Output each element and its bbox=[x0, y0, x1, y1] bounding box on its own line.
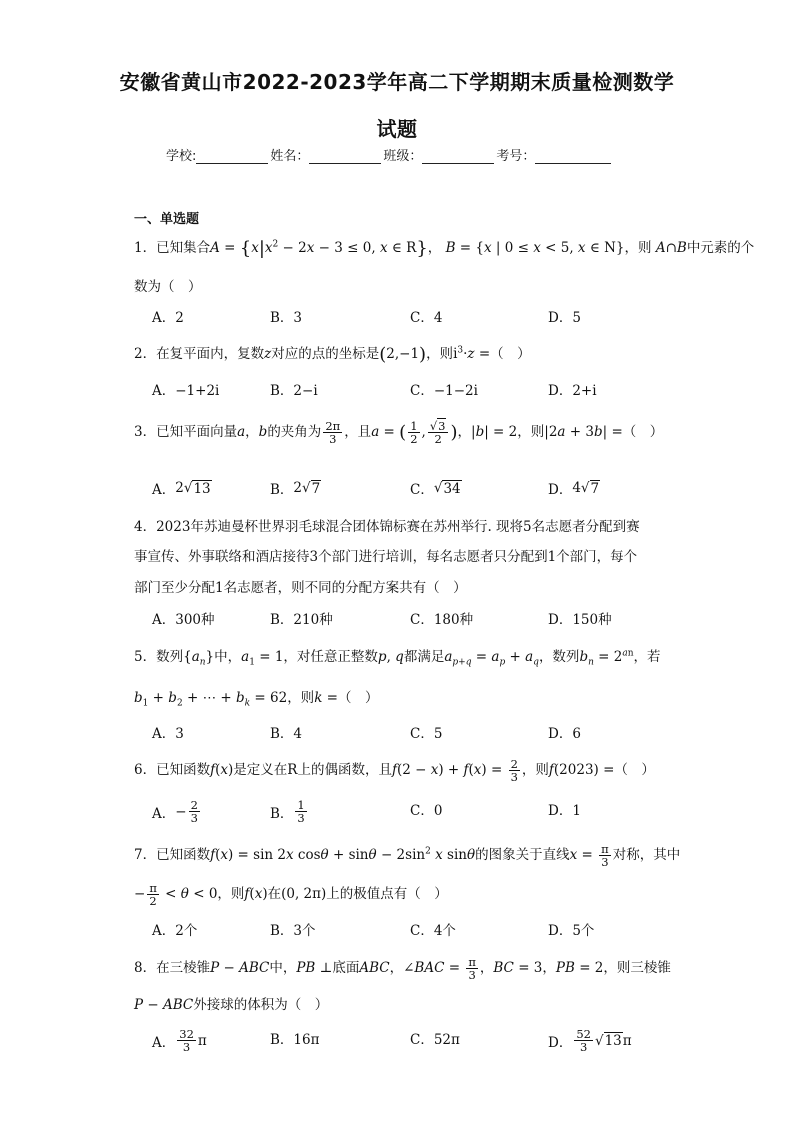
q5-option-b[interactable]: B．4 bbox=[270, 726, 303, 742]
q8-option-b[interactable]: B．16π bbox=[270, 1032, 320, 1048]
q4-line1: 4．2023年苏迪曼杯世界羽毛球混合团体锦标赛在苏州举行. 现将5名志愿者分配到赛 bbox=[134, 519, 640, 535]
q1-option-d[interactable]: D．5 bbox=[548, 310, 581, 326]
q2-options bbox=[152, 379, 672, 403]
class-blank[interactable] bbox=[422, 149, 494, 164]
q7-options bbox=[152, 919, 672, 943]
q2-option-b[interactable]: B．2−i bbox=[270, 383, 318, 399]
q5-stem-cont: $b_1 + b_2$ + ⋯ + $b_k = 62$，则k =（ ） bbox=[134, 690, 379, 709]
q1-stem: 1．已知集合$A = \{x|x^2 - 2x - 3 \le 0$, x ∈ R}， B = {x | 0 ≤ x < 5, x ∈ N}，则 A∩B中元素的个 bbox=[134, 238, 755, 259]
school-label: 学校: bbox=[166, 149, 197, 164]
q5-option-c[interactable]: C．5 bbox=[410, 726, 443, 742]
q5-option-a[interactable]: A．3 bbox=[152, 726, 184, 742]
q4-option-d[interactable]: D．150种 bbox=[548, 612, 612, 628]
q7-stem: 7．已知函数f(x) = sin 2x $\cos\theta + \sin\theta - 2\sin^2$ x sinθ的图象关于直线x = $\frac{\pi}{3}$ 对称，其中 bbox=[134, 842, 681, 870]
q4-line2: 事宣传、外事联络和酒店接待3个部门进行培训，每名志愿者只分配到1个部门，每个 bbox=[134, 549, 638, 565]
q2-stem: 2．在复平面内，复数z对应的点的坐标是(2,−1)，则$i^3\cdot z$ =（ ） bbox=[134, 344, 531, 365]
q4-line3: 部门至少分配1名志愿者，则不同的分配方案共有（ ） bbox=[134, 580, 467, 596]
id-label: 考号： bbox=[496, 149, 536, 164]
school-blank[interactable] bbox=[196, 149, 268, 164]
q1-option-c[interactable]: C．4 bbox=[410, 310, 443, 326]
q7-option-b[interactable]: B．3个 bbox=[270, 923, 316, 939]
q2-option-c[interactable]: C．−1−2i bbox=[410, 383, 478, 399]
q8-option-a[interactable]: A． $\frac{32}{3}$ π bbox=[152, 1027, 207, 1055]
q8-option-d[interactable]: D． $\frac{52}{3}$ √ 13 π bbox=[548, 1027, 632, 1055]
q6-option-c[interactable]: C．0 bbox=[410, 803, 443, 819]
exam-title-line2: 试题 bbox=[376, 117, 418, 141]
q3-option-d[interactable]: D． 4√ 7 bbox=[548, 480, 600, 498]
q8-stem: 8．在三棱锥P − ABC中，PB ⊥底面ABC，∠BAC = $\frac{\pi}{3}$ ，BC = 3，PB = 2，则三棱锥 bbox=[134, 955, 671, 983]
q3-option-a[interactable]: A． 2√ 13 bbox=[152, 480, 211, 498]
q5-stem: 5．数列$\{a_n\}$中，$a_1 = 1$，对任意正整数p, q都满足$a_{p+q} = a_p + a_q$，数列$b_n = 2^{an}$，若 bbox=[134, 648, 661, 668]
name-blank[interactable] bbox=[309, 149, 381, 164]
q4-option-c[interactable]: C．180种 bbox=[410, 612, 474, 628]
q4-option-a[interactable]: A．300种 bbox=[152, 612, 215, 628]
q2-option-d[interactable]: D．2+i bbox=[548, 383, 597, 399]
q1-stem-cont: 数为（ ） bbox=[134, 279, 202, 295]
q8-option-c[interactable]: C．52π bbox=[410, 1032, 460, 1048]
id-blank[interactable] bbox=[535, 149, 611, 164]
q3-option-b[interactable]: B． 2√ 7 bbox=[270, 480, 321, 498]
q8-stem-cont: P − ABC外接球的体积为（ ） bbox=[134, 997, 329, 1013]
section-heading: 一、单选题 bbox=[134, 212, 200, 227]
q6-stem: 6．已知函数f(x)是定义在R上的偶函数，且f(2 − x) + f(x) = $\frac{2}{3}$ ，则f(2023) =（ ） bbox=[134, 757, 655, 785]
q6-options bbox=[152, 798, 672, 826]
q7-option-c[interactable]: C．4个 bbox=[410, 923, 456, 939]
q3-options bbox=[152, 478, 672, 502]
q1-option-b[interactable]: B．3 bbox=[270, 310, 303, 326]
q4-option-b[interactable]: B．210种 bbox=[270, 612, 333, 628]
q5-option-d[interactable]: D．6 bbox=[548, 726, 581, 742]
q3-stem: 3．已知平面向量a，b的夹角为 $\frac{2\pi}{3}$ ，且a = ( $\frac{1}{2}$ , $\frac{√3}{2}$ )，|b| = 2，则|2a + 3b| =（ ） bbox=[134, 419, 664, 447]
class-label: 班级： bbox=[383, 149, 423, 164]
q6-option-a[interactable]: A． − $\frac{2}{3}$ bbox=[152, 798, 198, 826]
student-info-row bbox=[166, 145, 613, 164]
q7-option-a[interactable]: A．2个 bbox=[152, 923, 198, 939]
q1-options bbox=[152, 306, 672, 330]
q5-options bbox=[152, 722, 672, 746]
exam-title-line1: 安徽省黄山市2022-2023学年高二下学期期末质量检测数学 bbox=[119, 70, 675, 94]
q2-option-a[interactable]: A．−1+2i bbox=[152, 383, 220, 399]
q6-option-d[interactable]: D．1 bbox=[548, 803, 581, 819]
q6-option-b[interactable]: B． $\frac{1}{3}$ bbox=[270, 798, 305, 826]
q8-options bbox=[152, 1027, 672, 1055]
q7-stem-cont: − $\frac{\pi}{2}$ < θ < 0，则f(x)在(0, 2π)上的极值点有（ ） bbox=[134, 881, 448, 909]
q4-options bbox=[152, 608, 672, 632]
q7-option-d[interactable]: D．5个 bbox=[548, 923, 595, 939]
q3-option-c[interactable]: C． √ 34 bbox=[410, 480, 461, 498]
q1-option-a[interactable]: A．2 bbox=[152, 310, 184, 326]
name-label: 姓名： bbox=[270, 149, 310, 164]
